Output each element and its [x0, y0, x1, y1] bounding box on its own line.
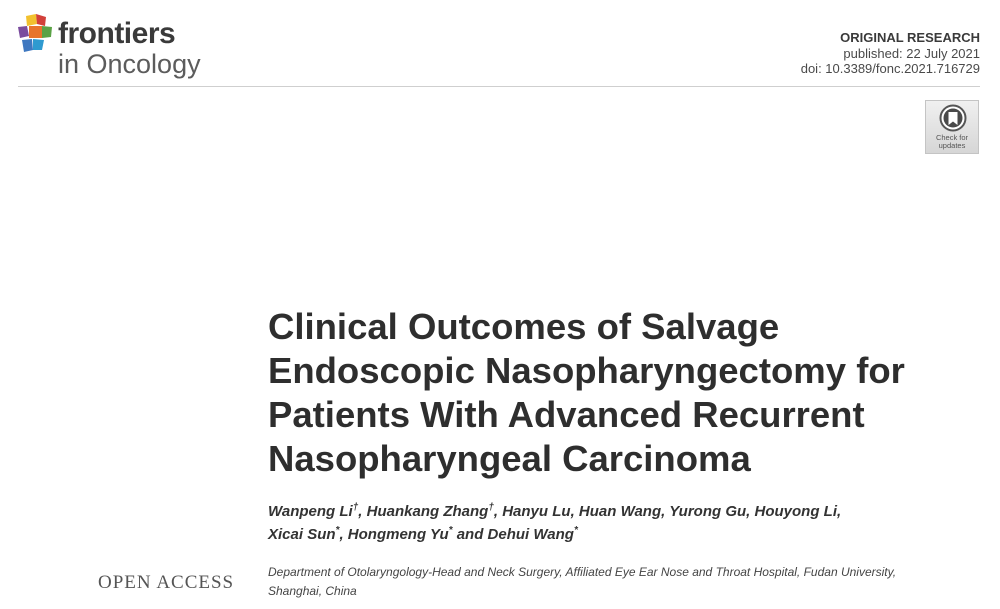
affiliation-line: Shanghai, China	[268, 584, 357, 598]
affiliation-line: Department of Otolaryngology-Head and Neck Surgery, Affiliated Eye Ear Nose and Throat Hospital, Fudan University,	[268, 565, 897, 579]
author-list: Wanpeng Li†, Huankang Zhang†, Hanyu Lu, Huan Wang, Yurong Gu, Houyong Li, Xicai Sun*, Hongmeng Yu* and Dehui Wang*	[268, 502, 842, 543]
affiliation	[268, 563, 968, 601]
author[interactable]: Xicai Sun*	[268, 525, 340, 543]
author[interactable]: Hanyu Lu	[502, 503, 571, 520]
title-line: Nasopharyngeal Carcinoma	[268, 438, 751, 479]
title-line: Endoscopic Nasopharyngectomy for	[268, 350, 905, 391]
title-line: Clinical Outcomes of Salvage	[268, 306, 780, 347]
open-access-label: OPEN ACCESS	[98, 572, 235, 593]
author[interactable]: Huankang Zhang†	[366, 502, 494, 520]
article-title	[268, 305, 988, 481]
author[interactable]: Houyong Li	[754, 503, 837, 520]
logo-brand-text: frontiers	[58, 17, 176, 50]
logo-journal-text: in Oncology	[58, 49, 201, 79]
check-for-updates-button[interactable]	[925, 100, 979, 154]
bookmark-icon	[939, 104, 967, 132]
article-type: ORIGINAL RESEARCH	[840, 30, 980, 45]
check-for-updates-label: Check for updates	[935, 133, 969, 150]
author[interactable]: Wanpeng Li†	[268, 502, 359, 520]
frontiers-logo-icon	[18, 14, 54, 54]
header-divider	[18, 86, 980, 87]
author[interactable]: Huan Wang	[578, 503, 662, 520]
author[interactable]: Dehui Wang*	[487, 525, 578, 543]
title-line: Patients With Advanced Recurrent	[268, 394, 865, 435]
frontiers-logo[interactable]	[18, 12, 218, 82]
article-meta	[801, 30, 980, 77]
author[interactable]: Yurong Gu	[669, 503, 747, 520]
author[interactable]: Hongmeng Yu*	[347, 525, 453, 543]
doi-link[interactable]: doi: 10.3389/fonc.2021.716729	[800, 61, 980, 76]
published-date: published: 22 July 2021	[843, 45, 980, 61]
